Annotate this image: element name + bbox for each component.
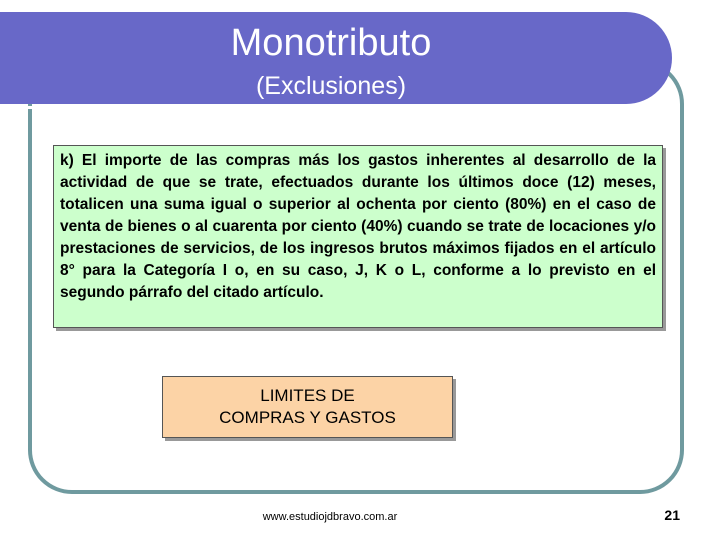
title-banner [0,12,672,104]
footer-url[interactable]: www.estudiojdbravo.com.ar [262,511,398,523]
page-number: 21 [664,507,680,523]
limits-label-line1: LIMITES DE [260,386,355,405]
slide-title: Monotributo [230,22,432,64]
exclusion-text-box: k) El importe de las compras más los gastos inherentes al desarrollo de la actividad de que se trate, efectuados durante los últimos doce (12) meses, totalicen una suma igual o superior al ochenta por ciento (80%) en el caso de venta de bienes o al cuarenta por ciento (40%) cuando se trate de locaciones y/o prestaciones de servicios, de los ingresos brutos máximos fijados en el artículo 8° para la Categoría I o, en su caso, J, K o L, conforme a lo previsto en el segundo párrafo del citado artículo. [53,145,663,328]
limits-label-line2: COMPRAS Y GASTOS [219,408,396,427]
limits-box [162,376,453,438]
slide-subtitle: (Exclusiones) [255,72,407,100]
title-divider [28,106,636,109]
limits-label [219,385,396,429]
